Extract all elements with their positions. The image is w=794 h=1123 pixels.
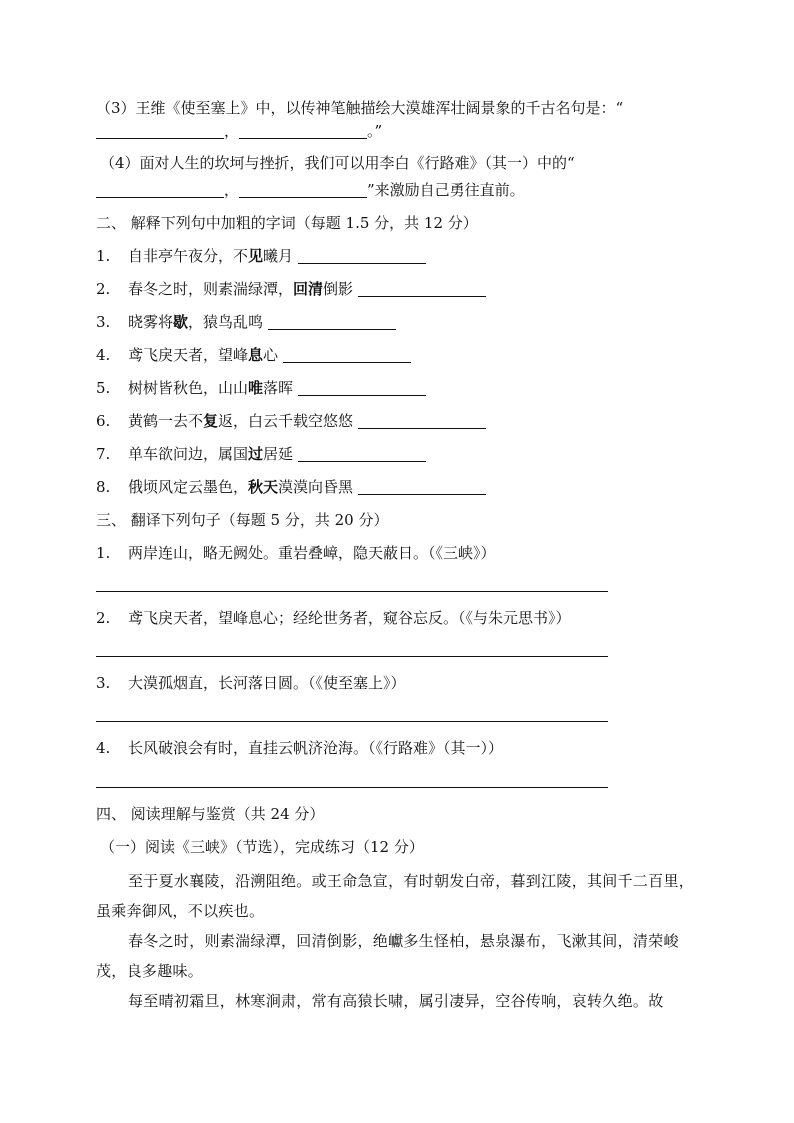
answer-line[interactable] [96, 591, 608, 592]
question-text: （4）面对人生的坎坷与挫折，我们可以用李白《行路难》（其一）中的“ [100, 154, 575, 172]
subsection-heading: （一）阅读《三峡》（节选），完成练习（12 分） [100, 838, 424, 856]
fill-question-3 [96, 97, 623, 119]
explain-item: 7. 单车欲问边，属国过居延 [96, 443, 426, 465]
answer-blank[interactable] [358, 280, 486, 297]
answer-line[interactable] [96, 787, 608, 788]
answer-blank[interactable] [298, 247, 426, 264]
explain-item: 5. 树树皆秋色，山山唯落晖 [96, 377, 426, 399]
answer-blank[interactable] [268, 313, 396, 330]
separator: ， [224, 122, 240, 140]
answer-blank[interactable] [358, 478, 486, 495]
translate-item: 2. 鸢飞戾天者，望峰息心；经纶世务者，窥谷忘反。（《与朱元思书》） [96, 609, 571, 627]
answer-line[interactable] [96, 656, 608, 657]
passage-paragraph: 至于夏水襄陵，沿溯阻绝。或王命急宣，有时朝发白帝，暮到江陵，其间千二百里，虽乘奔御风，不以疾也。 [96, 872, 695, 920]
answer-line[interactable] [96, 721, 608, 722]
answer-blank[interactable] [298, 445, 426, 462]
line-end: 。” [367, 122, 383, 140]
translate-item: 3. 大漠孤烟直，长河落日圆。（《使至塞上》） [96, 674, 406, 692]
explain-item: 6. 黄鹤一去不复返，白云千载空悠悠 [96, 410, 486, 432]
question-text: （3）王维《使至塞上》中，以传神笔触描绘大漠雄浑壮阔景象的千古名句是：“ [96, 99, 624, 117]
fill-question-3-blanks [96, 120, 382, 142]
section-heading: 四、 阅读理解与鉴赏（共 24 分） [96, 805, 325, 823]
section-heading: 三、 翻译下列句子（每题 5 分，共 20 分） [96, 511, 389, 529]
answer-blank[interactable] [96, 181, 224, 198]
explain-item: 2. 春冬之时，则素湍绿潭，回清倒影 [96, 278, 486, 300]
translate-item: 1. 两岸连山，略无阙处。重岩叠嶂，隐天蔽日。（《三峡》） [96, 544, 496, 562]
answer-blank[interactable] [358, 412, 486, 429]
fill-question-4 [100, 152, 575, 174]
answer-blank[interactable] [283, 346, 411, 363]
answer-blank[interactable] [239, 181, 367, 198]
explain-item: 1. 自非亭午夜分，不见曦月 [96, 245, 426, 267]
fill-question-4-blanks [96, 179, 525, 201]
separator: ， [224, 181, 240, 199]
explain-item: 4. 鸢飞戾天者，望峰息心 [96, 344, 411, 366]
translate-item: 4. 长风破浪会有时，直挂云帆济沧海。（《行路难》（其一）） [96, 739, 504, 757]
passage-paragraph: 每至晴初霜旦，林寒涧肃，常有高猿长啸，属引凄异，空谷传响，哀转久绝。故 [128, 992, 664, 1010]
answer-blank[interactable] [96, 122, 224, 139]
explain-item: 8. 俄顷风定云墨色，秋天漠漠向昏黑 [96, 476, 486, 498]
answer-blank[interactable] [298, 379, 426, 396]
answer-blank[interactable] [239, 122, 367, 139]
section-heading: 二、 解释下列句中加粗的字词（每题 1.5 分，共 12 分） [96, 214, 478, 232]
line-end: ”来激励自己勇往直前。 [367, 181, 525, 199]
explain-item: 3. 晓雾将歇，猿鸟乱鸣 [96, 311, 396, 333]
passage-paragraph: 春冬之时，则素湍绿潭，回清倒影，绝巘多生怪柏，悬泉瀑布，飞漱其间，清荣峻茂，良多趣味。 [96, 932, 679, 980]
